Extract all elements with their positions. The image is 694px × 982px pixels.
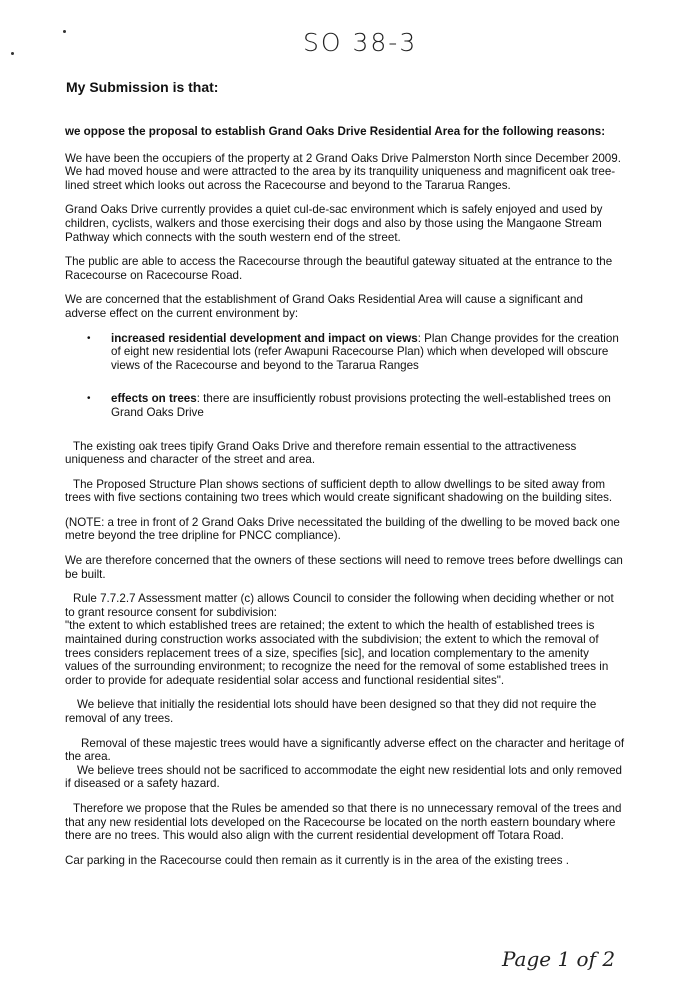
list-item bbox=[65, 392, 625, 419]
bullet-text: : there are insufficiently robust provisions protecting the well-established trees on Grand Oaks Drive bbox=[111, 392, 611, 419]
paragraph: Rule 7.7.2.7 Assessment matter (c) allows Council to consider the following when deciding whether or not to grant resource consent for subdivision: bbox=[65, 592, 614, 619]
concerns-list bbox=[65, 332, 625, 420]
rule-quote: "the extent to which established trees are retained; the extent to which the health of established trees is maintained during construction works associated with the subdivision; the extent to which the removal of trees considers replacement trees of a size, specifies [sic], and location complementary to the amenity values of the surrounding environment; to recognize the need for the removal of some established trees in order to provide for adequate residential solar access and functional residential sites". bbox=[65, 619, 609, 687]
bullet-title: effects on trees bbox=[111, 392, 197, 406]
submission-body bbox=[65, 125, 625, 878]
paragraph: Removal of these majestic trees would have a significantly adverse effect on the character and heritage of the area. bbox=[65, 736, 625, 764]
note-paragraph: (NOTE: a tree in front of 2 Grand Oaks Drive necessitated the building of the dwelling to be moved back one metre beyond the tree dripline for PNCC compliance). bbox=[65, 515, 620, 543]
paragraph: The public are able to access the Racecourse through the beautiful gateway situated at the entrance to the Racecourse on Racecourse Road. bbox=[65, 255, 613, 282]
paragraph: The Proposed Structure Plan shows sections of sufficient depth to allow dwellings to be sited away from trees with five sections containing two trees which would create significant shadowing on the building sites. bbox=[65, 477, 613, 505]
paragraph: We believe that initially the residential lots should have been designed so that they did not require the removal of any trees. bbox=[65, 698, 597, 725]
paragraph: Grand Oaks Drive currently provides a quiet cul-de-sac environment which is safely enjoyed and used by children, cyclists, walkers and those exercising their dogs and also by those using the Mangaone Stream Pathway which connects with the south western end of the street. bbox=[65, 203, 603, 244]
document-reference: SO 38-3 bbox=[303, 28, 418, 57]
scan-speck bbox=[63, 30, 66, 33]
paragraph: We have been the occupiers of the property at 2 Grand Oaks Drive Palmerston North since December 2009. We had moved house and were attracted to the area by its tranquility uniqueness and magnificent oak tree-lined street which looks out across the Racecourse and beyond to the Tararua Ranges. bbox=[65, 151, 621, 192]
bullet-title: increased residential development and impact on views bbox=[111, 331, 418, 345]
page-title: My Submission is that: bbox=[66, 79, 219, 95]
scan-speck bbox=[11, 52, 14, 55]
paragraph: We are concerned that the establishment of Grand Oaks Residential Area will cause a significant and adverse effect on the current environment by: bbox=[65, 293, 583, 320]
bullet-text: : Plan Change provides for the creation of eight new residential lots (refer Awapuni Racecourse Plan) which when developed will obscure views of the Racecourse and beyond to the Tararua Ranges bbox=[111, 331, 619, 372]
lead-statement: we oppose the proposal to establish Grand Oaks Drive Residential Area for the following reasons: bbox=[65, 125, 606, 138]
paragraph: We are therefore concerned that the owners of these sections will need to remove trees before dwellings can be built. bbox=[65, 554, 623, 581]
paragraph: We believe trees should not be sacrificed to accommodate the eight new residential lots and only removed if diseased or a safety hazard. bbox=[65, 763, 622, 791]
page-number: Page 1 of 2 bbox=[502, 947, 616, 971]
paragraph: The existing oak trees tipify Grand Oaks Drive and therefore remain essential to the attractiveness uniqueness and character of the street and area. bbox=[65, 439, 577, 467]
paragraph: Car parking in the Racecourse could then remain as it currently is in the area of the existing trees . bbox=[65, 853, 569, 867]
paragraph: Therefore we propose that the Rules be amended so that there is no unnecessary removal of the trees and that any new residential lots developed on the Racecourse be located on the north eastern boundary where there are no trees. This would also align with the current residential development off Totara Road. bbox=[65, 801, 622, 843]
list-item bbox=[65, 332, 625, 373]
